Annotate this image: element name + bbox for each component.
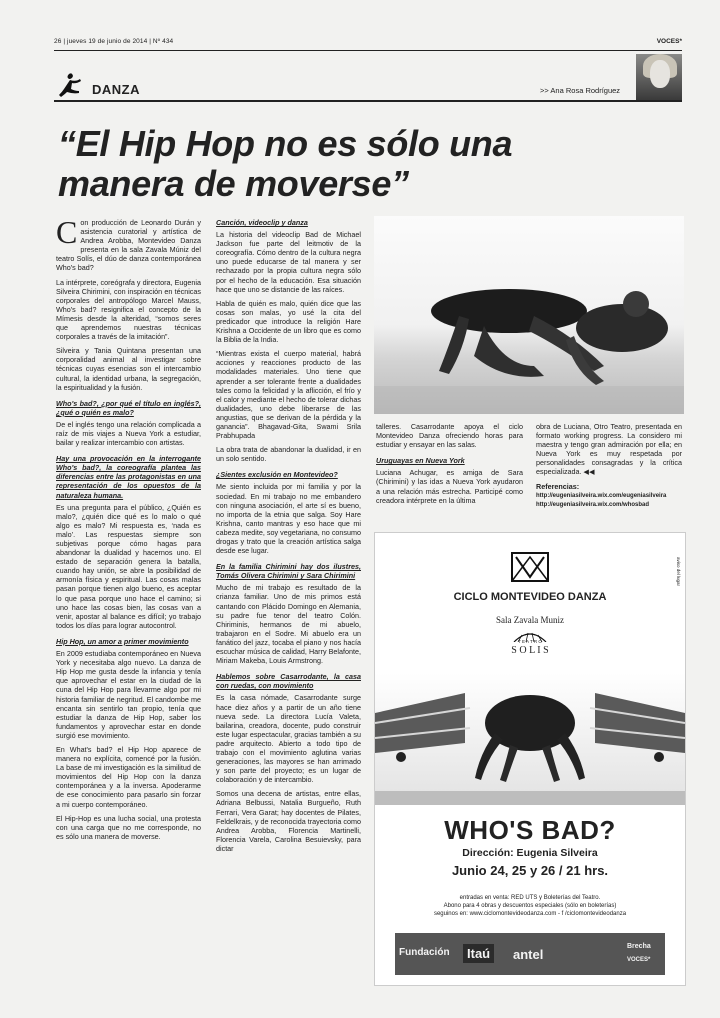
show-dates: Junio 24, 25 y 26 / 21 hrs. [451, 863, 609, 878]
ad-photo [375, 673, 685, 805]
reference-link-2[interactable]: http://eugeniasilveira.wix.com/whosbad [536, 501, 650, 508]
publication-name: VOCES* [656, 38, 682, 45]
article-column-2 [216, 218, 361, 858]
paragraph: Me siento incluida por mi familia y por la sociedad. En mi trabajo no me embandero con ninguna asociación, el arte sí es bueno, no importa de la etnia que salga. Soy Hare Krishna, canto mantras y eso hace que mi cabeza medite, soy vegetariana, no consumo drogas y trato que la creación artística salga desde ese lugar. [216, 482, 361, 556]
top-rule [54, 50, 682, 51]
sponsor-itau: Itaú [463, 944, 494, 963]
paragraph: obra de Luciana, Otro Teatro, presentada en formato working progress. La considero mi maestra y tengo gran admiración por ella; en Nueva York es muy respetada por personalidades consagradas y la crítica especializada. ◀◀ [536, 422, 682, 477]
question-heading: Hay una provocación en la interrogante Who's bad?, la coreografía plantea las diferencias entre las protagonistas en una representación de los opuestos de la naturaleza humana. [56, 454, 201, 500]
author-byline: >> Ana Rosa Rodríguez [540, 86, 621, 95]
section-rule [54, 100, 682, 102]
question-heading: Who's bad?, ¿por qué el título en inglés?, ¿qué o quién es malo? [56, 398, 201, 417]
paragraph: La intérprete, coreógrafa y directora, Eugenia Silveira Chirimini, con inspiración en técnicas corporales del antropólogo Marcel Mauss, Who's bad? resignifica el concepto de la Mímesis desde la alteridad, “somos seres que aprendemos nuestras técnicas corporales a través de la imitación”. [56, 277, 201, 342]
paragraph: La historia del videoclip Bad de Michael Jackson fue parte del leitmotiv de la coreografía. Cómo dentro de la cultura negra uno puede educarse de tal manera y ser rechazado por la propia cultura negra sólo por el hecho de la educación. Esa situación hace que uno se distancie de las raíces. [216, 230, 361, 294]
section-title: DANZA [92, 82, 140, 97]
paragraph: Somos una decena de artistas, entre ellas, Adriana Belbussi, Natalia Burgueño, Ruth Ferrari, Vera Garat; hay docentes de Pilates, Feldelkrais, y de reconocida trayectoria como Andrea Arobba, Florencia Martinelli, Florencia Varela, Carolina Besuievsky, para dictar [216, 789, 361, 853]
article-column-1 [56, 214, 201, 846]
question-heading: En la familia Chirimini hay dos ilustres, Tomás Olivera Chirimini y Sara Chirimini [216, 562, 361, 581]
article-column-4 [536, 422, 682, 510]
sponsor-antel: antel [513, 947, 544, 962]
event-advertisement [374, 532, 686, 986]
paragraph: “Mientras exista el cuerpo material, habrá acciones y reacciones producto de las modalidades materiales. Uno tiene que aprender a ser tolerante frente a dualidades tales como la felicidad y la aflicción, el frío y el calor y mediante el hecho de tolerar dichas dualidades, uno debe liberarse de las angustias, que se derivan de la pérdida y la ganancia”. Bhagavad-Gita, Swami Srila Prabhupada [216, 349, 361, 441]
question-heading: ¿Sientes exclusión en Montevideo? [216, 470, 338, 480]
ticket-info: entradas en venta: RED UTS y Boleterías del Teatro. [459, 895, 601, 901]
headline-line-1: “El Hip Hop no es sólo una [58, 123, 513, 164]
cycle-title: CICLO MONTEVIDEO DANZA [453, 591, 607, 603]
references-label: Referencias: [536, 481, 580, 491]
question-heading: Uruguayas en Nueva York [376, 456, 465, 466]
dance-photo [374, 216, 684, 414]
paragraph: Es una pregunta para el público, ¿Quién es malo?, ¿quién dice qué es lo malo o qué algo es malo? Mi respuesta es, ‘nada es malo’. Las respuestas siempre son subjetivas porque cómo hagas para abandonar la dualidad y hacernos uno. El estado de separación genera la batalla, cuando hay unión, se abre la posibilidad de armonía física y espiritual. Las cosas malas pasan porque tienen algo bueno, es aceptar lo que pasa porque uno hace el camino; si uno hace las cosas bien, las cosas van a venir, apostar al balance es difícil; yo trabajo todos los días para lograr autocontrol. [56, 502, 201, 630]
hall-name: Sala Zavala Muniz [496, 615, 564, 625]
paragraph: En 2009 estudiaba contemporáneo en Nueva York y necesitaba algo nuevo. La danza de Hip Hop me gusta desde la infancia y tenía que aprovechar el estar en la ciudad de la cuna del Hip Hop para llevarme algo por mi historia familiar de negritud. El candombe me encanta sin sentirlo tan propio, tenía que estudiar la danza de Hip Hop, saber los fundamentos y aprovechar estar en donde surgió ese movimiento. [56, 649, 201, 740]
paragraph: Silveira y Tania Quintana presentan una corporalidad animal al investigar sobre técnicas cuyas esencias son el intercambio cultural, la identidad urbana, la segregación, la espiritualidad y la fusión. [56, 346, 201, 392]
headline-line-2: manera de moverse” [58, 163, 409, 204]
paragraph: Luciana Achugar, es amiga de Sara (Chirimini) y las idas a Nueva York ayudaron a una relación más estrecha. Participé como creadora intérprete en la última [376, 468, 523, 505]
paragraph: El Hip-Hop es una lucha social, una protesta con una carga que no me corresponde, no es sólo una manera de moverse. [56, 813, 201, 841]
headline [58, 124, 528, 204]
promo-info: Abono para 4 obras y descuentos especiales (sólo en boleterías) [443, 903, 617, 909]
sponsor-bar [395, 933, 665, 975]
web-info[interactable]: seguinos en: www.ciclomontevideodanza.com - f /ciclomontevideodanza [433, 911, 627, 917]
paragraph: Habla de quién es malo, quién dice que las cosas son malas, yo usé la cita del predicador que introduce la religión Hare Krishna a Occidente de un libro que es como la Biblia de la India. [216, 298, 361, 345]
paragraph: En What's bad? el Hip Hop aparece de manera no explícita, comencé por la fusión. La base de mi investigación es la similitud de movimientos del Hip Hop con la danza contemporánea y a la inversa. Apoderarme de ese conocimiento para pasarlo sin forzar a mi cuerpo contemporáneo. [56, 744, 201, 809]
drop-cap: C [56, 214, 78, 250]
question-heading: Hablemos sobre Casarrodante, la casa con ruedas, con movimiento [216, 672, 361, 691]
issue-line: 26 | jueves 19 de junio de 2014 | Nº 434 [54, 38, 174, 45]
reference-link-1[interactable]: http://eugeniasilveira.wix.com/eugeniasilveira [536, 492, 667, 499]
sponsor-brecha: Brecha [627, 943, 651, 950]
dancer-icon [56, 72, 82, 98]
question-heading: Canción, videoclip y danza [216, 218, 308, 227]
paragraph: La obra trata de abandonar la dualidad, ir en un solo sentido. [216, 445, 361, 464]
question-heading: Hip Hop, un amor a primer movimiento [56, 636, 189, 646]
paragraph: Es la casa nómade, Casarrodante surge hace diez años y a partir de un año tiene nueva sede. La directora Lucía Valeta, bailarina, creadora, docente, pudo construir este lugar espectacular, gracias también a su padre arquitecto. Abierto a todo tipo de trabajo con el movimiento aglutina varias generaciones, las mayores se han arrimado y son parte del proyecto; es un lugar de colaboración y de intercambio. [216, 693, 361, 785]
show-title: WHO'S BAD? [444, 815, 616, 845]
theater-label: T E A T R O [518, 639, 542, 644]
paragraph: on producción de Leonardo Durán y asistencia curatorial y artística de Andrea Arobba, Montevideo Danza presenta en la sala Zavala Múniz del teatro Solís, el dúo de danza contemporánea Who's bad? [56, 218, 201, 273]
article-column-3 [376, 422, 523, 510]
author-photo [636, 54, 682, 100]
sponsor-voces: VOCES* [627, 957, 651, 963]
theater-name: S O L I S [511, 645, 549, 656]
ad-side-label: aviso del lugar [676, 557, 681, 587]
paragraph: talleres. Casarrodante apoya el ciclo Montevideo Danza ofreciendo horas para estudiar y ensayar en las salas. [376, 422, 523, 450]
paragraph: Mucho de mi trabajo es resultado de la crianza familiar. Uno de mis primos está cantando con Plácido Domingo en Alemania, su padre fue tenor del teatro Colón. Chiriminis, hermanos de mi abuelo, trabajaron en el Sodre. Mi abuelo era un fanático del jazz, tocaba el piano y nos hacía escuchar música de calidad, Harry Belafonte, Miriam Makeba, Louis Armstrong. [216, 583, 361, 666]
paragraph: De el inglés tengo una relación complicada a raíz de mis viajes a Nueva York a estudiar, bailar y realizar intercambio con artistas. [56, 419, 201, 448]
show-director: Dirección: Eugenia Silveira [462, 847, 598, 859]
sponsor-fundacion: Fundación [399, 947, 450, 958]
cycle-logo-icon [375, 551, 685, 588]
